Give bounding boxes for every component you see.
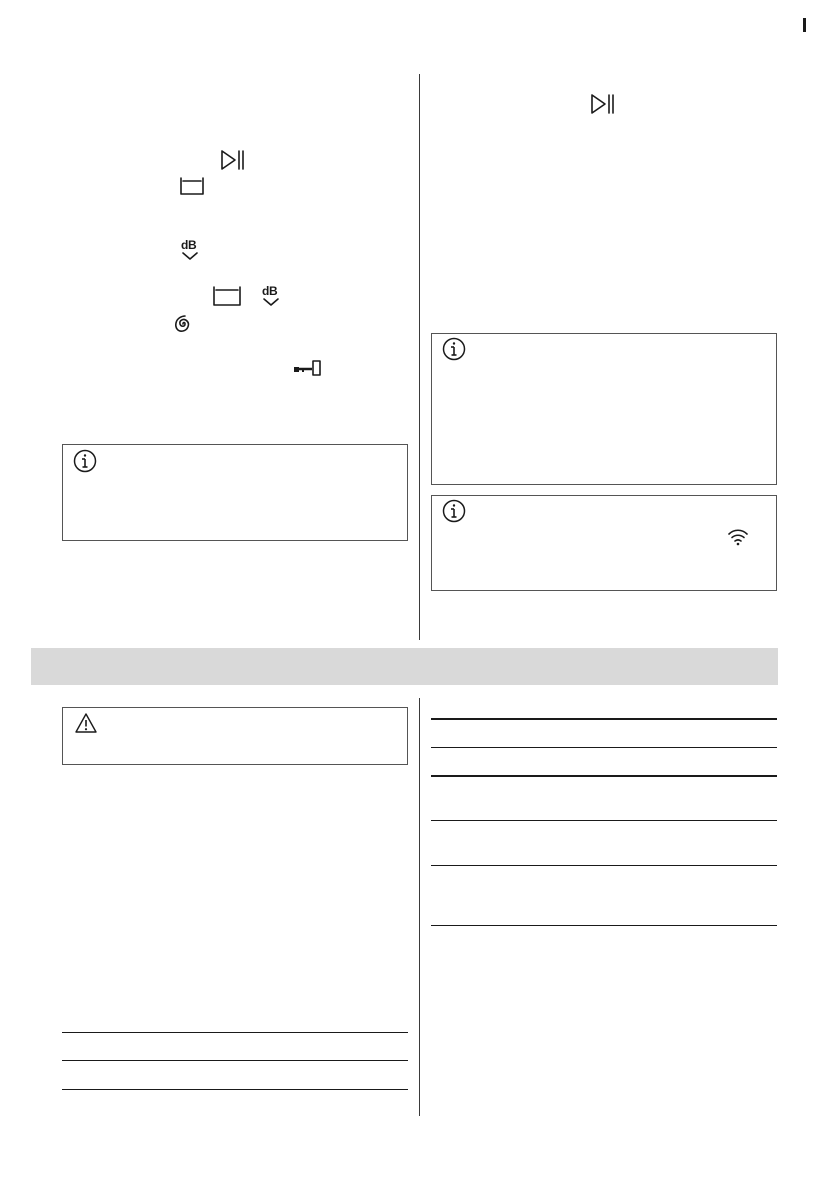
spiral-icon bbox=[174, 314, 192, 334]
page-corner-marker bbox=[803, 18, 806, 32]
db-arrow-icon bbox=[181, 239, 199, 263]
basket-icon bbox=[179, 176, 205, 196]
info-note-box bbox=[431, 333, 777, 485]
info-icon bbox=[442, 337, 466, 361]
play-pause-icon bbox=[590, 93, 616, 115]
table-rule bbox=[431, 775, 777, 777]
info-icon bbox=[73, 449, 97, 473]
info-icon bbox=[442, 499, 466, 523]
db-arrow-icon bbox=[262, 285, 280, 309]
warning-note-box bbox=[62, 707, 408, 765]
table-rule bbox=[431, 820, 777, 821]
table-rule bbox=[431, 747, 777, 748]
table-rule bbox=[431, 865, 777, 866]
column-divider-top bbox=[419, 74, 420, 640]
section-header-band bbox=[31, 648, 778, 685]
db-label: dB bbox=[181, 238, 197, 252]
db-label: dB bbox=[262, 284, 278, 298]
key-lock-icon bbox=[292, 359, 324, 377]
info-note-box bbox=[62, 444, 408, 541]
table-rule-bottom bbox=[62, 1089, 408, 1090]
warning-icon bbox=[74, 712, 98, 734]
table-rule-top bbox=[62, 1032, 408, 1033]
play-pause-icon bbox=[220, 149, 246, 171]
info-note-box bbox=[431, 495, 777, 591]
column-divider-bottom bbox=[419, 698, 420, 1116]
table-rule-bottom bbox=[431, 925, 777, 926]
table-rule-top bbox=[431, 718, 777, 720]
wifi-icon bbox=[727, 528, 749, 546]
table-rule bbox=[62, 1060, 408, 1061]
basket-icon bbox=[212, 285, 242, 307]
